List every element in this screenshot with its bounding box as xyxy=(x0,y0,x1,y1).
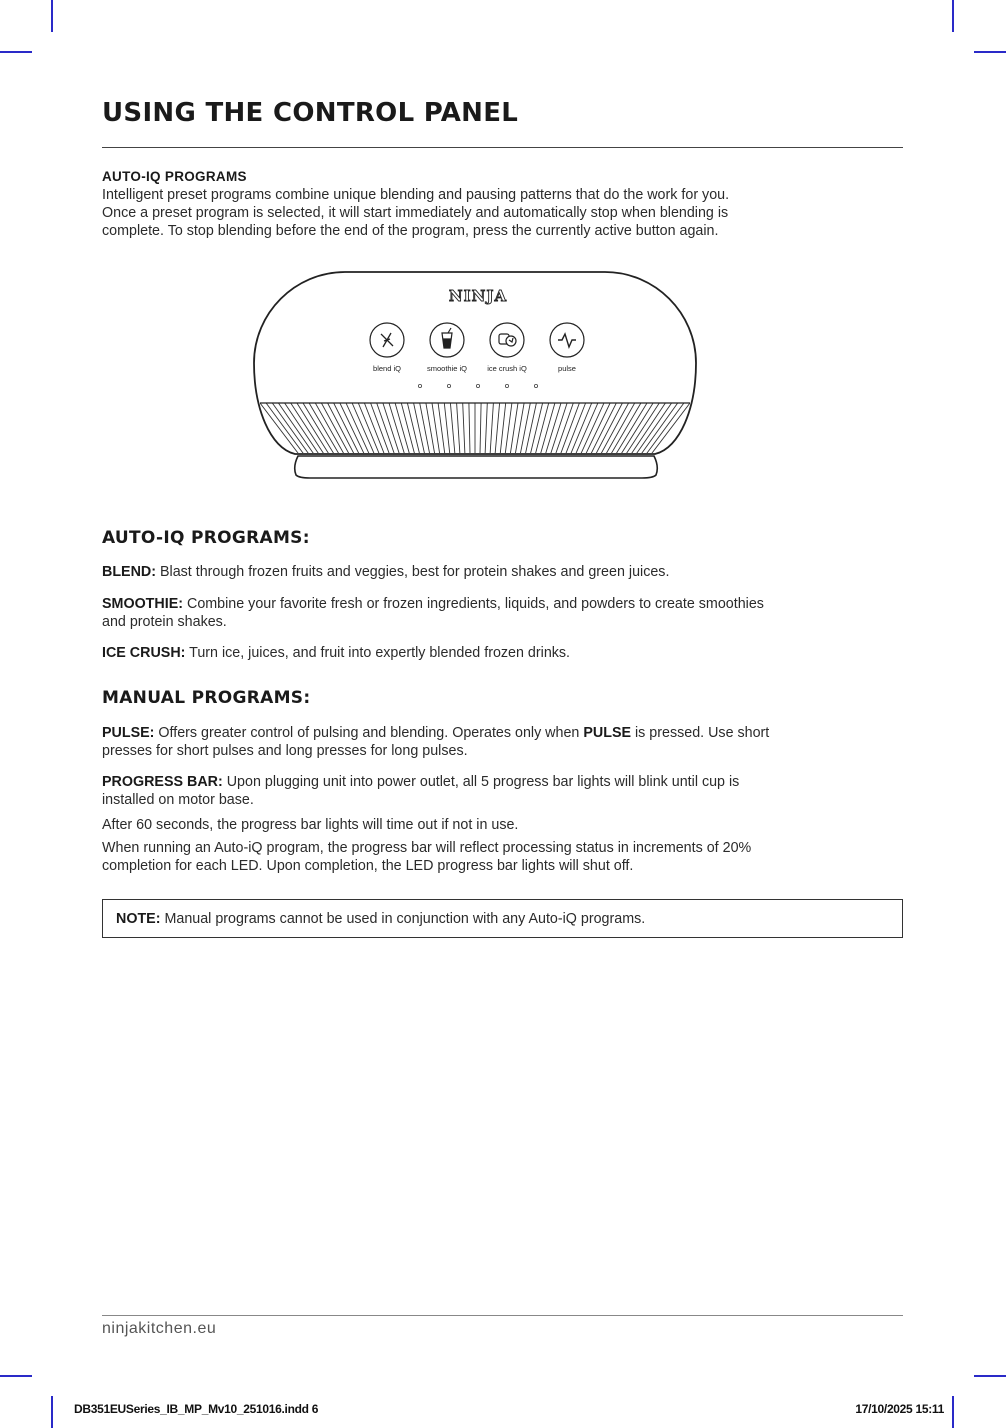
progress-bar-text: Upon plugging unit into power outlet, all 5 progress bar lights will blink until cup is xyxy=(222,774,740,790)
button-blend[interactable] xyxy=(370,323,404,373)
manual-programs-heading: MANUAL PROGRAMS: xyxy=(102,688,311,708)
progress-light xyxy=(534,384,537,387)
intro-line: complete. To stop blending before the end of the program, press the currently active button again. xyxy=(102,223,719,239)
intro-line: Once a preset program is selected, it will start immediately and automatically stop when blending is xyxy=(102,205,729,221)
progress-bar-term: PROGRESS BAR: xyxy=(102,774,223,790)
pulse-text: is pressed. Use short xyxy=(631,725,770,741)
running-text: When running an Auto-iQ program, the progress bar will reflect processing status in increments of 20% xyxy=(102,840,752,856)
note-box xyxy=(102,899,903,938)
button-label: blend iQ xyxy=(373,364,401,373)
note-body: Manual programs cannot be used in conjunction with any Auto-iQ programs. xyxy=(160,911,646,927)
base-foot xyxy=(295,456,658,478)
footer-url: ninjakitchen.eu xyxy=(102,1320,217,1337)
pulse-text: presses for short pulses and long presses for long pulses. xyxy=(102,743,468,759)
title-divider xyxy=(102,147,903,148)
crop-mark xyxy=(974,51,1006,53)
blend-description xyxy=(102,563,902,581)
timeout-text: After 60 seconds, the progress bar lights will time out if not in use. xyxy=(102,817,519,833)
crop-mark xyxy=(0,1375,32,1377)
note-term: NOTE: xyxy=(116,911,161,927)
crop-mark xyxy=(0,51,32,53)
ice-crush-text: Turn ice, juices, and fruit into expertly blended frozen drinks. xyxy=(185,645,571,661)
intro-heading: AUTO-IQ PROGRAMS xyxy=(102,169,247,184)
pulse-inline-term: PULSE xyxy=(583,725,632,741)
smoothie-term: SMOOTHIE: xyxy=(102,596,184,612)
progress-bar-text: installed on motor base. xyxy=(102,792,254,808)
control-panel-drawing xyxy=(250,268,700,483)
control-panel-illustration xyxy=(250,268,700,483)
intro-line: Intelligent preset programs combine unique blending and pausing patterns that do the work for you. xyxy=(102,187,730,203)
pulse-text: Offers greater control of pulsing and blending. Operates only when xyxy=(154,725,584,741)
auto-iq-heading: AUTO-IQ PROGRAMS: xyxy=(102,528,310,548)
smoothie-text: and protein shakes. xyxy=(102,614,227,630)
intro-section xyxy=(102,168,902,240)
running-description xyxy=(102,839,902,875)
button-label: pulse xyxy=(558,364,576,373)
smoothie-text: Combine your favorite fresh or frozen ingredients, liquids, and powders to create smoothies xyxy=(183,596,764,612)
ice-crush-term: ICE CRUSH: xyxy=(102,645,186,661)
button-label: ice crush iQ xyxy=(487,364,527,373)
button-label: smoothie iQ xyxy=(426,364,468,373)
ice-crush-description xyxy=(102,644,902,662)
note-text xyxy=(116,910,896,928)
progress-light xyxy=(476,384,479,387)
crop-mark xyxy=(952,0,954,32)
brand-logo: NINJA xyxy=(448,287,508,305)
button-ice-crush[interactable] xyxy=(487,323,527,373)
footer-divider xyxy=(102,1315,903,1316)
crop-mark xyxy=(974,1375,1006,1377)
crop-mark xyxy=(51,1396,53,1428)
page-title: USING THE CONTROL PANEL xyxy=(102,98,519,128)
blend-term: BLEND: xyxy=(102,564,157,580)
pulse-description xyxy=(102,724,902,760)
smoothie-description xyxy=(102,595,902,631)
progress-bar-description xyxy=(102,773,902,809)
crop-mark xyxy=(952,1396,954,1428)
file-slug: DB351EUSeries_IB_MP_Mv10_251016.indd 6 xyxy=(74,1402,319,1416)
blend-text: Blast through frozen fruits and veggies, best for protein shakes and green juices. xyxy=(156,564,670,580)
crop-mark xyxy=(51,0,53,32)
date-slug: 17/10/2025 15:11 xyxy=(855,1402,944,1416)
running-text: completion for each LED. Upon completion, the LED progress bar lights will shut off. xyxy=(102,858,634,874)
progress-light xyxy=(418,384,421,387)
progress-light xyxy=(505,384,508,387)
progress-light xyxy=(447,384,450,387)
pulse-term: PULSE: xyxy=(102,725,155,741)
button-smoothie[interactable] xyxy=(427,323,467,373)
